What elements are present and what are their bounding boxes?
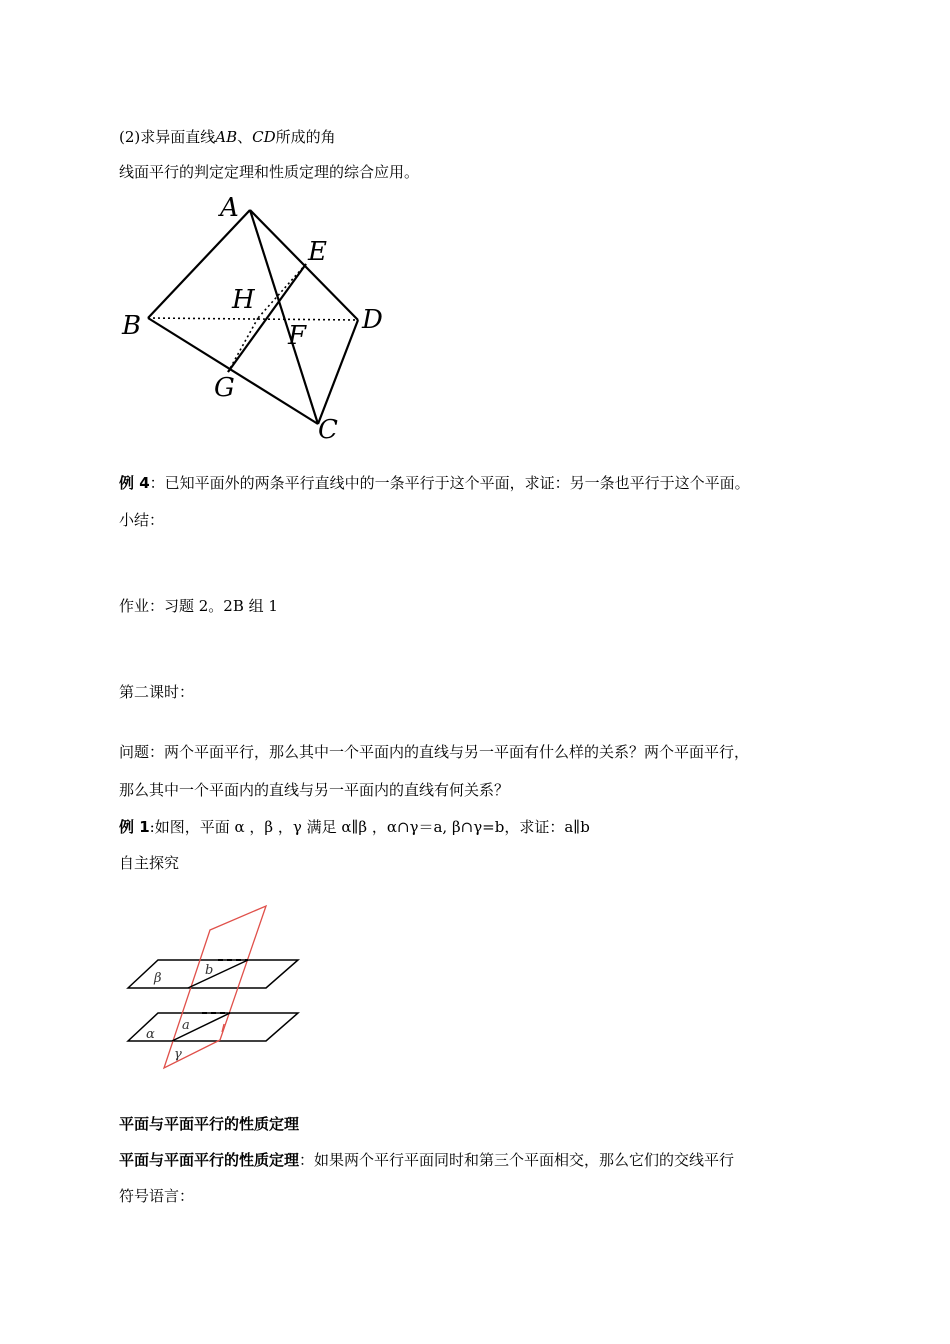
example-1-text: :如图，平面 α ，β ，γ 满足 α∥β ，α∩γ＝a, β∩γ=b，求证：a∥b <box>149 818 590 836</box>
label-beta: β <box>154 971 162 986</box>
lesson-2-heading: 第二课时： <box>119 683 195 701</box>
label-A: A <box>220 193 239 223</box>
label-a: a <box>182 1018 190 1033</box>
symbolic-language: 符号语言： <box>119 1187 195 1205</box>
label-H: H <box>232 285 255 315</box>
label-G: G <box>214 373 235 403</box>
q2-prefix: (2)求异面直线 <box>119 128 216 146</box>
example-1 <box>119 817 590 837</box>
label-B: B <box>122 311 142 341</box>
plane-gamma <box>164 906 266 1068</box>
label-b: b <box>205 963 214 978</box>
theorem-heading: 平面与平面平行的性质定理 <box>119 1115 300 1133</box>
label-C: C <box>318 415 338 445</box>
example-4-text: ：已知平面外的两条平行直线中的一条平行于这个平面，求证：另一条也平行于这个平面。 <box>149 474 750 492</box>
question-2-text <box>119 127 336 147</box>
parallel-planes-figure <box>120 900 320 1090</box>
q2-sep: 、 <box>237 128 253 146</box>
summary-text: 小结： <box>119 511 165 529</box>
homework-text: 作业：习题 2。2B 组 1 <box>119 597 278 615</box>
theorem-text: ：如果两个平行平面同时和第三个平面相交，那么它们的交线平行 <box>299 1151 735 1169</box>
question-line-1: 问题：两个平面平行，那么其中一个平面内的直线与另一平面有什么样的关系？两个平面平行， <box>119 743 750 761</box>
label-E: E <box>308 237 327 267</box>
edge-BD-hidden <box>148 318 358 320</box>
q2-suffix: 所成的角 <box>275 128 336 146</box>
q2-ab: AB <box>215 128 238 146</box>
example-4 <box>119 473 750 493</box>
example-4-label: 例 4 <box>119 474 150 492</box>
question-line-2: 那么其中一个平面内的直线与另一平面内的直线有何关系？ <box>119 781 510 799</box>
q2-cd: CD <box>252 128 276 146</box>
application-text: 线面平行的判定定理和性质定理的综合应用。 <box>119 163 420 181</box>
label-D: D <box>362 305 383 335</box>
example-1-label: 例 1 <box>119 818 150 836</box>
edge-EG <box>228 264 306 372</box>
theorem-statement <box>119 1150 734 1170</box>
tetrahedron-figure <box>110 192 390 452</box>
explore-text: 自主探究 <box>119 854 180 872</box>
edge-DC <box>318 320 358 424</box>
label-gamma: γ <box>174 1047 182 1062</box>
theorem-label: 平面与平面平行的性质定理 <box>119 1151 300 1169</box>
label-F: F <box>288 321 307 351</box>
label-alpha: α <box>146 1027 155 1042</box>
